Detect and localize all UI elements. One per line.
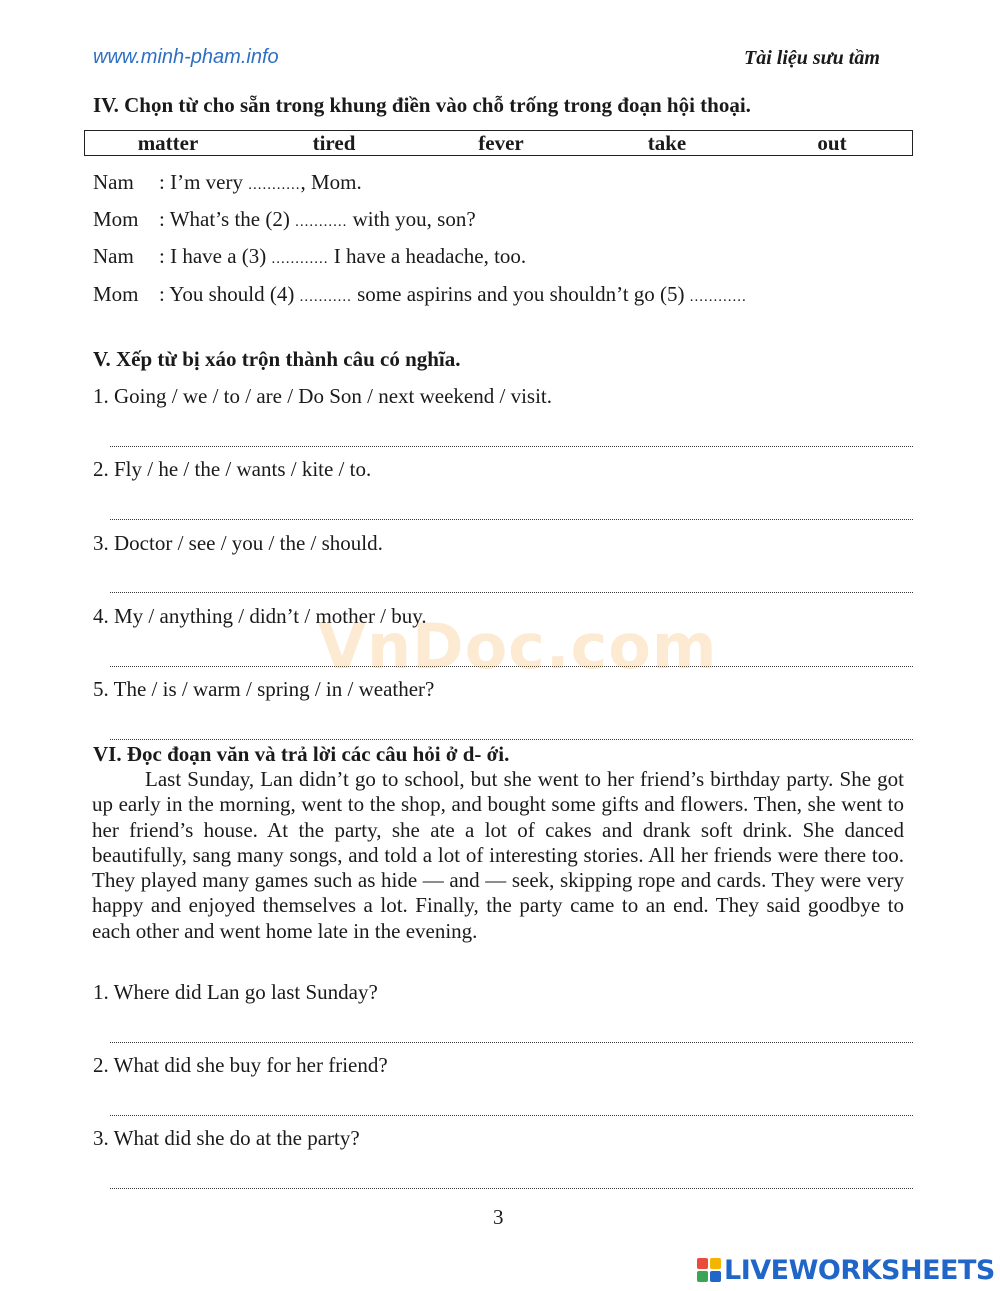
reading-passage: Last Sunday, Lan didn’t go to school, but she went to her friend’s birthday party. She got up early in the morning, went to the shop, and bought some gifts and flowers. Then, she went to her friend’s house. At the party, she ate a lot of cakes and drank soft drink. She danced beautifully, sang many songs, and told a lot of interesting stories. All her friends were there too. They played many games such as hide — and — seek, skipping rope and cards. They were very happy and enjoyed themselves a lot. Finally, the party came to an end. They said goodbye to each other and went home late in the evening. (92, 767, 904, 943)
answer-line[interactable] (110, 446, 913, 447)
scramble-item: 4. My / anything / didn’t / mother / buy. (93, 604, 427, 628)
dialogue-line (93, 170, 362, 195)
liveworksheets-brand[interactable] (697, 1255, 995, 1285)
liveworksheets-wordmark: LIVEWORKSHEETS (724, 1254, 995, 1286)
logo-square (710, 1271, 721, 1282)
word-box-item: matter (137, 131, 199, 155)
answer-line[interactable] (110, 519, 913, 520)
section-5-title: V. Xếp từ bị xáo trộn thành câu có nghĩa. (93, 347, 461, 371)
blank-1[interactable]: ........... (248, 177, 301, 193)
word-box-item: take (647, 131, 687, 155)
scramble-item: 1. Going / we / to / are / Do Son / next weekend / visit. (93, 384, 553, 408)
dialogue-text: some aspirins and you shouldn’t go (5) (351, 282, 690, 306)
answer-line[interactable] (110, 1188, 913, 1189)
watermark-logo: VnDoc.com (318, 610, 718, 683)
speaker: Mom (93, 207, 139, 231)
header-right-label: Tài liệu sưu tầm (744, 47, 880, 69)
word-box (84, 130, 913, 156)
speaker: Mom (93, 282, 139, 306)
blank-4[interactable]: ........... (299, 289, 352, 305)
scramble-item: 5. The / is / warm / spring / in / weather? (93, 677, 435, 701)
blank-2[interactable]: ........... (295, 214, 348, 230)
scramble-item: 3. Doctor / see / you / the / should. (93, 531, 383, 555)
blank-3[interactable]: ............ (271, 251, 329, 267)
word-box-item: fever (478, 131, 524, 155)
site-url: www.minh-pham.info (93, 46, 279, 68)
dialogue-text: with you, son? (347, 207, 476, 231)
dialogue-text: I have a headache, too. (328, 244, 527, 268)
answer-line[interactable] (110, 1042, 913, 1043)
scramble-item: 2. Fly / he / the / wants / kite / to. (93, 457, 372, 481)
dialogue-text: : I have a (3) (159, 244, 272, 268)
dialogue-text: , Mom. (300, 170, 362, 194)
answer-line[interactable] (110, 1115, 913, 1116)
dialogue-text: : You should (4) (159, 282, 300, 306)
speaker: Nam (93, 244, 134, 268)
logo-square (697, 1271, 708, 1282)
dialogue-line (93, 244, 527, 269)
page-number: 3 (493, 1205, 504, 1229)
question-item: 2. What did she buy for her friend? (93, 1053, 388, 1077)
answer-line[interactable] (110, 592, 913, 593)
question-item: 1. Where did Lan go last Sunday? (93, 980, 378, 1004)
answer-line[interactable] (110, 739, 913, 740)
word-box-item: tired (312, 131, 356, 155)
section-6-title: VI. Đọc đoạn văn và trả lời các câu hỏi ở d- ới. (93, 742, 510, 766)
word-box-item: out (817, 131, 847, 155)
liveworksheets-logo-icon (697, 1258, 721, 1282)
question-item: 3. What did she do at the party? (93, 1126, 360, 1150)
dialogue-text: : I’m very (159, 170, 249, 194)
dialogue-line (93, 282, 747, 307)
logo-square (710, 1258, 721, 1269)
dialogue-line (93, 207, 476, 232)
speaker: Nam (93, 170, 134, 194)
section-4-title: IV. Chọn từ cho sẵn trong khung điền vào chỗ trống trong đoạn hội thoại. (93, 93, 751, 117)
logo-square (697, 1258, 708, 1269)
blank-5[interactable]: ............ (689, 289, 747, 305)
dialogue-text: : What’s the (2) (159, 207, 296, 231)
